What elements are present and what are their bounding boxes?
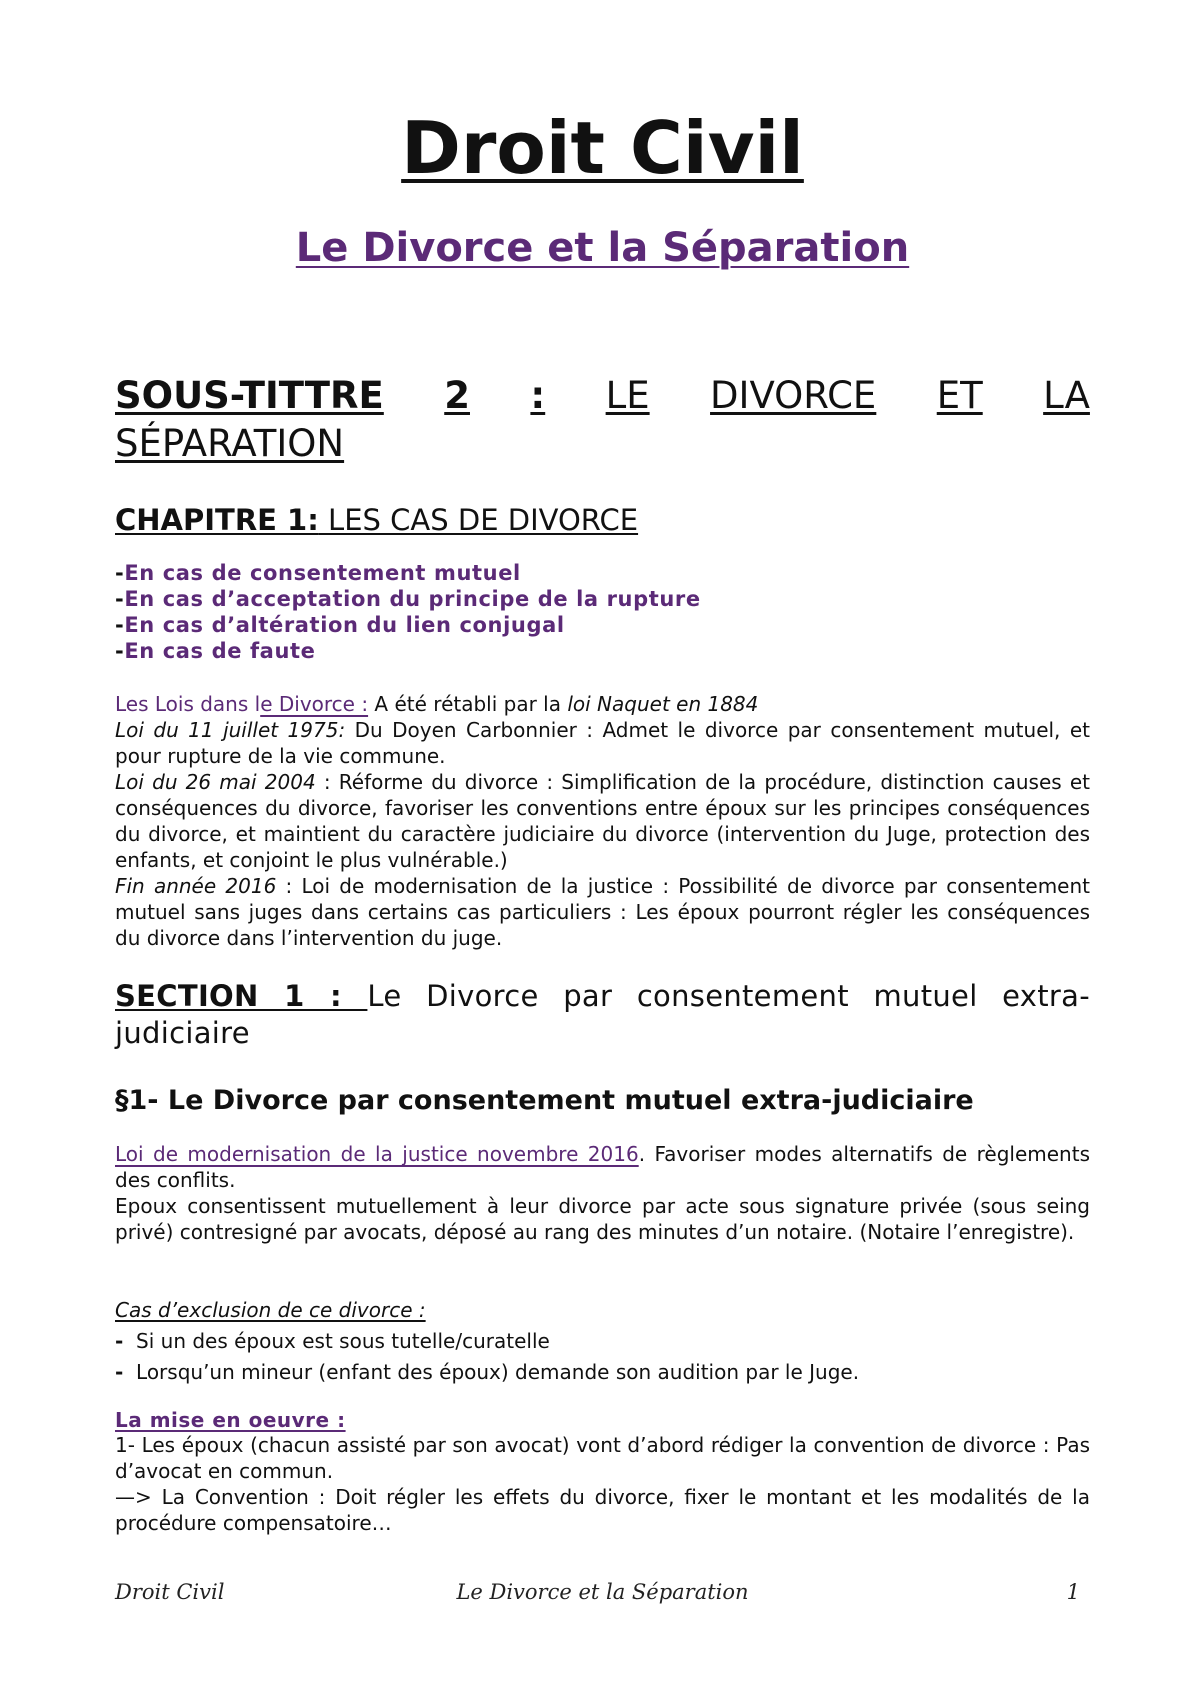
mise-en-oeuvre-paragraphs — [115, 1432, 1090, 1536]
sous-titre-word: ET — [936, 374, 983, 417]
sous-titre-heading — [115, 372, 1090, 468]
sous-titre-word: SOUS-TITTRE — [115, 374, 384, 417]
exclusion-heading: Cas d’exclusion de ce divorce : — [115, 1298, 426, 1322]
page-number: 1 — [1066, 1580, 1080, 1604]
list-item: -En cas de consentement mutuel — [115, 561, 521, 585]
divorce-cases-list — [115, 560, 701, 664]
sous-titre-line2: SÉPARATION — [115, 422, 345, 465]
loi-link[interactable]: Loi de modernisation de la justice novembre 2016 — [115, 1142, 639, 1166]
footer-left: Droit Civil — [115, 1580, 225, 1604]
page-footer — [115, 1580, 1090, 1610]
section-1-heading: SECTION 1 : Le Divorce par consentement mutuel extra-judiciaire — [115, 979, 1090, 1050]
document-subtitle: Le Divorce et la Séparation — [295, 225, 910, 271]
exclusion-list — [115, 1326, 859, 1388]
sous-titre-word: LA — [1043, 374, 1090, 417]
modernisation-paragraphs — [115, 1141, 1090, 1245]
paragraph: Epoux consentissent mutuellement à leur divorce par acte sous signature privée (sous seing privé) contresigné par avocats, déposé au rang des minutes d’un notaire. (Notaire l’enregistre). — [115, 1194, 1090, 1244]
list-item: -En cas d’altération du lien conjugal — [115, 613, 565, 637]
sous-titre-word: DIVORCE — [710, 374, 877, 417]
paragraph-1-heading: §1- Le Divorce par consentement mutuel extra-judiciaire — [115, 1085, 974, 1116]
paragraph: Loi de modernisation de la justice novembre 2016. Favoriser modes alternatifs de règlements des conflits. — [115, 1142, 1090, 1192]
paragraph: —> La Convention : Doit régler les effets du divorce, fixer le montant et les modalités de la procédure compensatoire… — [115, 1485, 1090, 1535]
footer-center: Le Divorce et la Séparation — [456, 1580, 749, 1604]
list-item: -En cas d’acceptation du principe de la rupture — [115, 587, 701, 611]
paragraph: Loi du 11 juillet 1975: Du Doyen Carbonnier : Admet le divorce par consentement mutuel, et pour rupture de la vie commune. — [115, 718, 1090, 768]
sous-titre-word: LE — [605, 374, 650, 417]
lois-paragraphs — [115, 691, 1090, 951]
chapitre-heading: CHAPITRE 1: LES CAS DE DIVORCE — [115, 503, 639, 537]
paragraph: Fin année 2016 : Loi de modernisation de la justice : Possibilité de divorce par consentement mutuel sans juges dans certains cas particuliers : Les époux pourront régler les conséquences du divorce dans l’intervention du juge. — [115, 874, 1090, 950]
document-page — [115, 0, 1090, 1698]
mise-en-oeuvre-heading: La mise en oeuvre : — [115, 1408, 346, 1432]
sous-titre-word: 2 — [444, 374, 470, 417]
paragraph: 1- Les époux (chacun assisté par son avocat) vont d’abord rédiger la convention de divorce : Pas d’avocat en commun. — [115, 1433, 1090, 1483]
list-item: -En cas de faute — [115, 639, 316, 663]
list-item: - Si un des époux est sous tutelle/curatelle — [115, 1329, 550, 1353]
sous-titre-word: : — [530, 374, 546, 417]
paragraph: Les Lois dans le Divorce : A été rétabli par la loi Naquet en 1884 — [115, 692, 759, 716]
document-title: Droit Civil — [401, 106, 804, 190]
paragraph: Loi du 26 mai 2004 : Réforme du divorce : Simplification de la procédure, distinction causes et conséquences du divorce, favoriser les conventions entre époux sur les principes conséquences du divorce, et maintient du caractère judiciaire du divorce (intervention du Juge, protection des enfants, et conjoint le plus vulnérable.) — [115, 770, 1090, 872]
list-item: - Lorsqu’un mineur (enfant des époux) demande son audition par le Juge. — [115, 1360, 860, 1384]
